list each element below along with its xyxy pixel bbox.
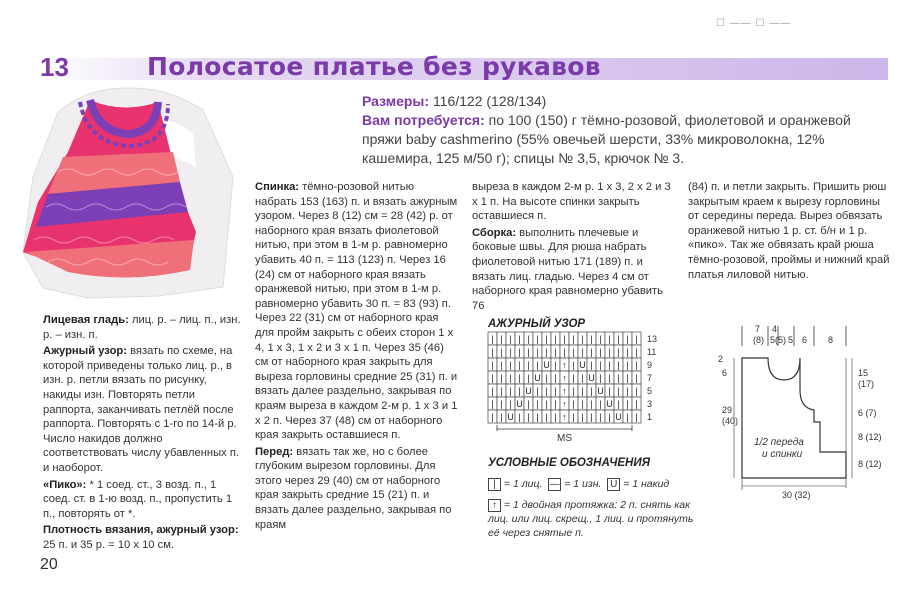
chart-symbol: ↑ <box>562 360 567 370</box>
yarn-over-symbol: U <box>607 478 620 491</box>
stockinette-text: лиц. р. – лиц. п., изн. р. – изн. п. <box>43 314 241 341</box>
chart-symbol: | <box>536 412 539 422</box>
dress-photo <box>18 82 240 310</box>
sch-right-2: (17) <box>858 379 875 389</box>
chart-symbol: | <box>509 386 512 396</box>
sch-top-7: 6 <box>802 335 808 345</box>
chart-symbol: | <box>545 412 548 422</box>
chart-symbol: ↑ <box>562 399 567 409</box>
sch-top-1: 7 <box>755 324 761 334</box>
chart-symbol: | <box>518 373 521 383</box>
chart-symbol: U <box>525 386 532 396</box>
double-decrease-symbol: ↑ <box>488 499 501 512</box>
chart-symbol: | <box>554 399 557 409</box>
chart-symbol: | <box>491 360 494 370</box>
chart-symbol: | <box>545 373 548 383</box>
chart-symbol: U <box>606 399 613 409</box>
chart-symbol: | <box>617 347 620 357</box>
purl-symbol: — <box>549 478 560 490</box>
chart-title: АЖУРНЫЙ УЗОР <box>488 318 586 330</box>
lace-chart <box>484 330 664 450</box>
chart-symbol: | <box>536 399 539 409</box>
back-label: Спинка: <box>255 181 300 193</box>
chart-symbol: | <box>491 373 494 383</box>
chart-symbol: | <box>509 399 512 409</box>
sch-top-8: 8 <box>828 335 834 345</box>
chart-symbol: | <box>491 347 494 357</box>
chart-symbol: | <box>608 386 611 396</box>
chart-symbol: | <box>635 334 638 344</box>
chart-symbol: | <box>536 347 539 357</box>
sch-left-1: 2 <box>718 354 724 364</box>
column-2 <box>255 180 459 534</box>
chart-symbol: | <box>509 360 512 370</box>
column-1 <box>43 313 245 555</box>
chart-grid <box>488 332 657 444</box>
chart-symbol: | <box>536 334 539 344</box>
sch-center-1: 1/2 переда <box>754 437 804 448</box>
chart-symbol: | <box>500 360 503 370</box>
chart-symbol: | <box>608 347 611 357</box>
chart-symbol: | <box>617 386 620 396</box>
chart-symbol: ↑ <box>562 412 567 422</box>
yarn-over-legend: = 1 накид <box>623 478 670 490</box>
chart-symbol: | <box>536 386 539 396</box>
chart-symbol: U <box>543 360 550 370</box>
chart-symbol: | <box>518 347 521 357</box>
chart-symbol: | <box>599 373 602 383</box>
chart-symbol: | <box>581 399 584 409</box>
chart-row-label: 11 <box>647 347 657 357</box>
chart-symbol: | <box>635 386 638 396</box>
chart-symbol: | <box>536 360 539 370</box>
chart-symbol: | <box>572 386 575 396</box>
chart-symbol: | <box>581 386 584 396</box>
chart-symbol: | <box>608 373 611 383</box>
chart-row-label: 3 <box>647 399 653 409</box>
lace-label: Ажурный узор: <box>43 345 127 358</box>
chart-symbol: | <box>617 399 620 409</box>
gauge-label: Плотность вязания, ажурный узор: <box>43 524 239 537</box>
chart-symbol: | <box>545 386 548 396</box>
chart-symbol: | <box>554 360 557 370</box>
chart-symbol: | <box>491 386 494 396</box>
chart-symbol: | <box>500 334 503 344</box>
front-text: вязать так же, но с более глубоким вырезом горловины. Для этого через 29 (40) см от наборного края закрыть средние 15 (21) п. и вязать далее раздельно, закрывая по краям <box>255 445 452 531</box>
chart-symbol: U <box>507 412 514 422</box>
sch-top-5: (5) <box>775 335 786 345</box>
chart-symbol: | <box>554 386 557 396</box>
chart-symbol: ↑ <box>562 373 567 383</box>
chart-symbol: | <box>500 347 503 357</box>
top-marks: ☐ —— ☐ —— <box>716 18 792 29</box>
chart-symbol: | <box>509 373 512 383</box>
chart-symbol: | <box>599 412 602 422</box>
chart-symbol: | <box>572 412 575 422</box>
chart-symbol: | <box>635 360 638 370</box>
sch-top-4: 4 <box>772 324 778 334</box>
chart-symbol: | <box>599 360 602 370</box>
chart-symbol: | <box>626 360 629 370</box>
chart-symbol: | <box>500 399 503 409</box>
chart-symbol: | <box>590 334 593 344</box>
chart-symbol: | <box>599 334 602 344</box>
chart-symbol: | <box>500 386 503 396</box>
chart-symbol: | <box>527 399 530 409</box>
chart-symbol: | <box>554 347 557 357</box>
chart-symbol: | <box>626 347 629 357</box>
chart-symbol: | <box>617 360 620 370</box>
chart-symbol: | <box>500 412 503 422</box>
chart-symbol: | <box>599 399 602 409</box>
chart-symbol: | <box>572 373 575 383</box>
chart-row-label: 9 <box>647 360 653 370</box>
chart-symbol: | <box>590 386 593 396</box>
chart-ms-label: MS <box>557 433 572 444</box>
chart-symbol: U <box>534 373 541 383</box>
front-label: Перед: <box>255 445 294 458</box>
chart-symbol: U <box>615 412 622 422</box>
picot-text: * 1 соед. ст., 3 возд. п., 1 соед. ст. в 1-ю возд. п., пропустить 1 п., повторять от *. <box>43 478 233 520</box>
chart-symbol: | <box>581 373 584 383</box>
chart-symbol: | <box>572 360 575 370</box>
chart-symbol: | <box>554 334 557 344</box>
chart-symbol: | <box>599 347 602 357</box>
stockinette-label: Лицевая гладь: <box>43 314 129 326</box>
chart-symbol: | <box>518 386 521 396</box>
assembly-continued-text: (84) п. и петли закрыть. Пришить рюш закрытым краем к вырезу горловины от середины переда. Вырез обвязать оранжевой нитью 1 р. ст. б/н и 1 р. «пико». Так же обвязать край рюша тёмно-розовой, проймы и нижний край платья лиловой нитью. <box>688 181 890 281</box>
chart-symbol: | <box>527 412 530 422</box>
gauge-text: 25 п. и 35 р. = 10 х 10 см. <box>43 538 175 551</box>
chart-symbol: | <box>626 334 629 344</box>
chart-symbol: | <box>554 412 557 422</box>
chart-symbol: | <box>635 399 638 409</box>
chart-symbol: | <box>545 347 548 357</box>
chart-symbol: | <box>518 360 521 370</box>
legend-title: УСЛОВНЫЕ ОБОЗНАЧЕНИЯ <box>488 457 650 469</box>
chart-row-label: 13 <box>647 334 658 344</box>
sch-top-3: 5 <box>770 335 776 345</box>
chart-symbol: | <box>527 373 530 383</box>
sizes-label: Размеры: <box>362 93 430 109</box>
sch-right-1: 15 <box>858 368 869 378</box>
chart-symbol: | <box>491 412 494 422</box>
sch-right-5: 8 (12) <box>858 459 882 469</box>
picot-label: «Пико»: <box>43 478 87 491</box>
chart-symbol: | <box>590 399 593 409</box>
chart-symbol: | <box>581 347 584 357</box>
chart-symbol: | <box>572 347 575 357</box>
chart-symbol: | <box>581 334 584 344</box>
sch-left-3: 29 <box>722 405 733 415</box>
chart-symbol: U <box>516 399 523 409</box>
front-continued-text: выреза в каждом 2-м р. 1 х 3, 2 х 2 и 3 х 1 п. На высоте спинки закрыть оставшиеся п. <box>472 181 671 223</box>
chart-symbol: | <box>626 386 629 396</box>
chart-symbol: | <box>635 347 638 357</box>
chart-symbol: | <box>509 334 512 344</box>
materials-block <box>362 92 882 168</box>
chart-symbol: | <box>608 412 611 422</box>
purl-legend: = 1 изн. <box>564 478 602 490</box>
column-4 <box>688 180 892 284</box>
chart-symbol: | <box>635 412 638 422</box>
chart-symbol: U <box>579 360 586 370</box>
chart-symbol: | <box>590 412 593 422</box>
lace-text: вязать по схеме, на которой приведены только лиц. р., в изн. р. петли вязать по рисунку, накиды изн. Повторять петли раппорта, заканчивать петлёй после раппорта. Повторять с 1-го по 14-й р. Число накидов должно соответствовать числу убавленных п. и наоборот. <box>43 345 240 474</box>
assembly-text: выполнить плечевые и боковые швы. Для рюша набрать фиолетовой нитью 171 (189) п. и вязать лиц. гладью. Через 4 см от наборного края равномерно убавить 76 <box>472 226 663 312</box>
chart-symbol: | <box>518 412 521 422</box>
chart-row-label: 1 <box>647 412 653 422</box>
sch-top-6: 5 <box>788 335 794 345</box>
chart-symbol: | <box>563 347 566 357</box>
chart-symbol: | <box>635 373 638 383</box>
dress-schematic <box>712 318 902 508</box>
page-number: 20 <box>40 556 58 573</box>
column-3 <box>472 180 672 315</box>
chart-symbol: | <box>545 334 548 344</box>
chart-symbol: | <box>563 334 566 344</box>
chart-symbol: | <box>590 347 593 357</box>
knit-symbol: | <box>488 478 501 491</box>
sch-bottom: 30 (32) <box>782 490 811 500</box>
chart-symbol: | <box>527 334 530 344</box>
chart-row-label: 7 <box>647 373 653 383</box>
chart-symbol: | <box>626 399 629 409</box>
page-title: Полосатое платье без рукавов <box>147 52 601 81</box>
chart-symbol: | <box>491 399 494 409</box>
chart-symbol: | <box>518 334 521 344</box>
chart-symbol: | <box>572 399 575 409</box>
chart-symbol: | <box>617 373 620 383</box>
sch-right-4: 8 (12) <box>858 432 882 442</box>
chart-symbol: | <box>572 334 575 344</box>
knit-legend: = 1 лиц. <box>503 478 543 490</box>
chart-symbol: | <box>545 399 548 409</box>
chart-symbol: | <box>581 412 584 422</box>
chart-symbol: U <box>588 373 595 383</box>
chart-symbol: ↑ <box>562 386 567 396</box>
chart-row-label: 5 <box>647 386 653 396</box>
chart-symbol: | <box>626 373 629 383</box>
chart-symbol: | <box>554 373 557 383</box>
assembly-label: Сборка: <box>472 226 517 239</box>
chart-symbol: | <box>500 373 503 383</box>
chart-symbol: | <box>509 347 512 357</box>
need-value: по 100 (150) г тёмно-розовой, фиолетовой и оранжевой пряжи baby cashmerino (55% овечьей шерсти, 33% микроволокна, 12% кашемира, 125 м/50 г); спицы № 3,5, крючок № 3. <box>362 112 851 166</box>
chart-symbol: | <box>617 334 620 344</box>
sch-left-2: 6 <box>722 368 728 378</box>
sch-right-3: 6 (7) <box>858 408 877 418</box>
sch-left-4: (40) <box>722 416 739 426</box>
chart-symbol: | <box>491 334 494 344</box>
chart-symbol: | <box>527 347 530 357</box>
chart-symbol: | <box>527 360 530 370</box>
chart-symbol: | <box>626 412 629 422</box>
chart-symbol: | <box>608 334 611 344</box>
legend-row-1 <box>488 477 708 491</box>
legend-row-2 <box>488 498 706 540</box>
sizes-value: 116/122 (128/134) <box>432 93 547 109</box>
need-label: Вам потребуется: <box>362 112 485 128</box>
sch-center-2: и спинки <box>762 449 803 460</box>
pattern-number: 13 <box>40 52 69 82</box>
sch-top-2: (8) <box>753 335 764 345</box>
chart-symbol: U <box>597 386 604 396</box>
double-decrease-legend: = 1 двойная протяжка: 2 п. снять как лиц. или лиц. скрещ., 1 лиц. и протянуть её через снятые п. <box>488 499 694 539</box>
chart-symbol: | <box>608 360 611 370</box>
back-text: тёмно-розовой нитью набрать 153 (163) п. и вязать ажурным узором. Через 8 (12) см = 28 (42) р. от наборного края вязать фиолетовой нитью, при этом в 1-м р. равномерно убавить 40 п. = 113 (123) п. Через 16 (24) см от наборного края вязать оранжевой нитью, при этом в 1-м р. равномерно убавить 30 п. = 83 (93) п. Через 22 (31) см от наборного края для пройм закрыть с обеих сторон 1 х 4, 1 х 3, 1 х 2 и 3 х 1 п. Через 35 (46) см от наборного края закрыть для выреза горловины средние 25 (31) п. и вязать далее раздельно, закрывая по краям выреза в каждом 2-м р. 1 х 3 и 1 х 2 п. Через 37 (48) см от наборного края закрыть оставшиеся п. <box>255 181 458 442</box>
chart-symbol: | <box>590 360 593 370</box>
top-strip <box>0 0 923 14</box>
